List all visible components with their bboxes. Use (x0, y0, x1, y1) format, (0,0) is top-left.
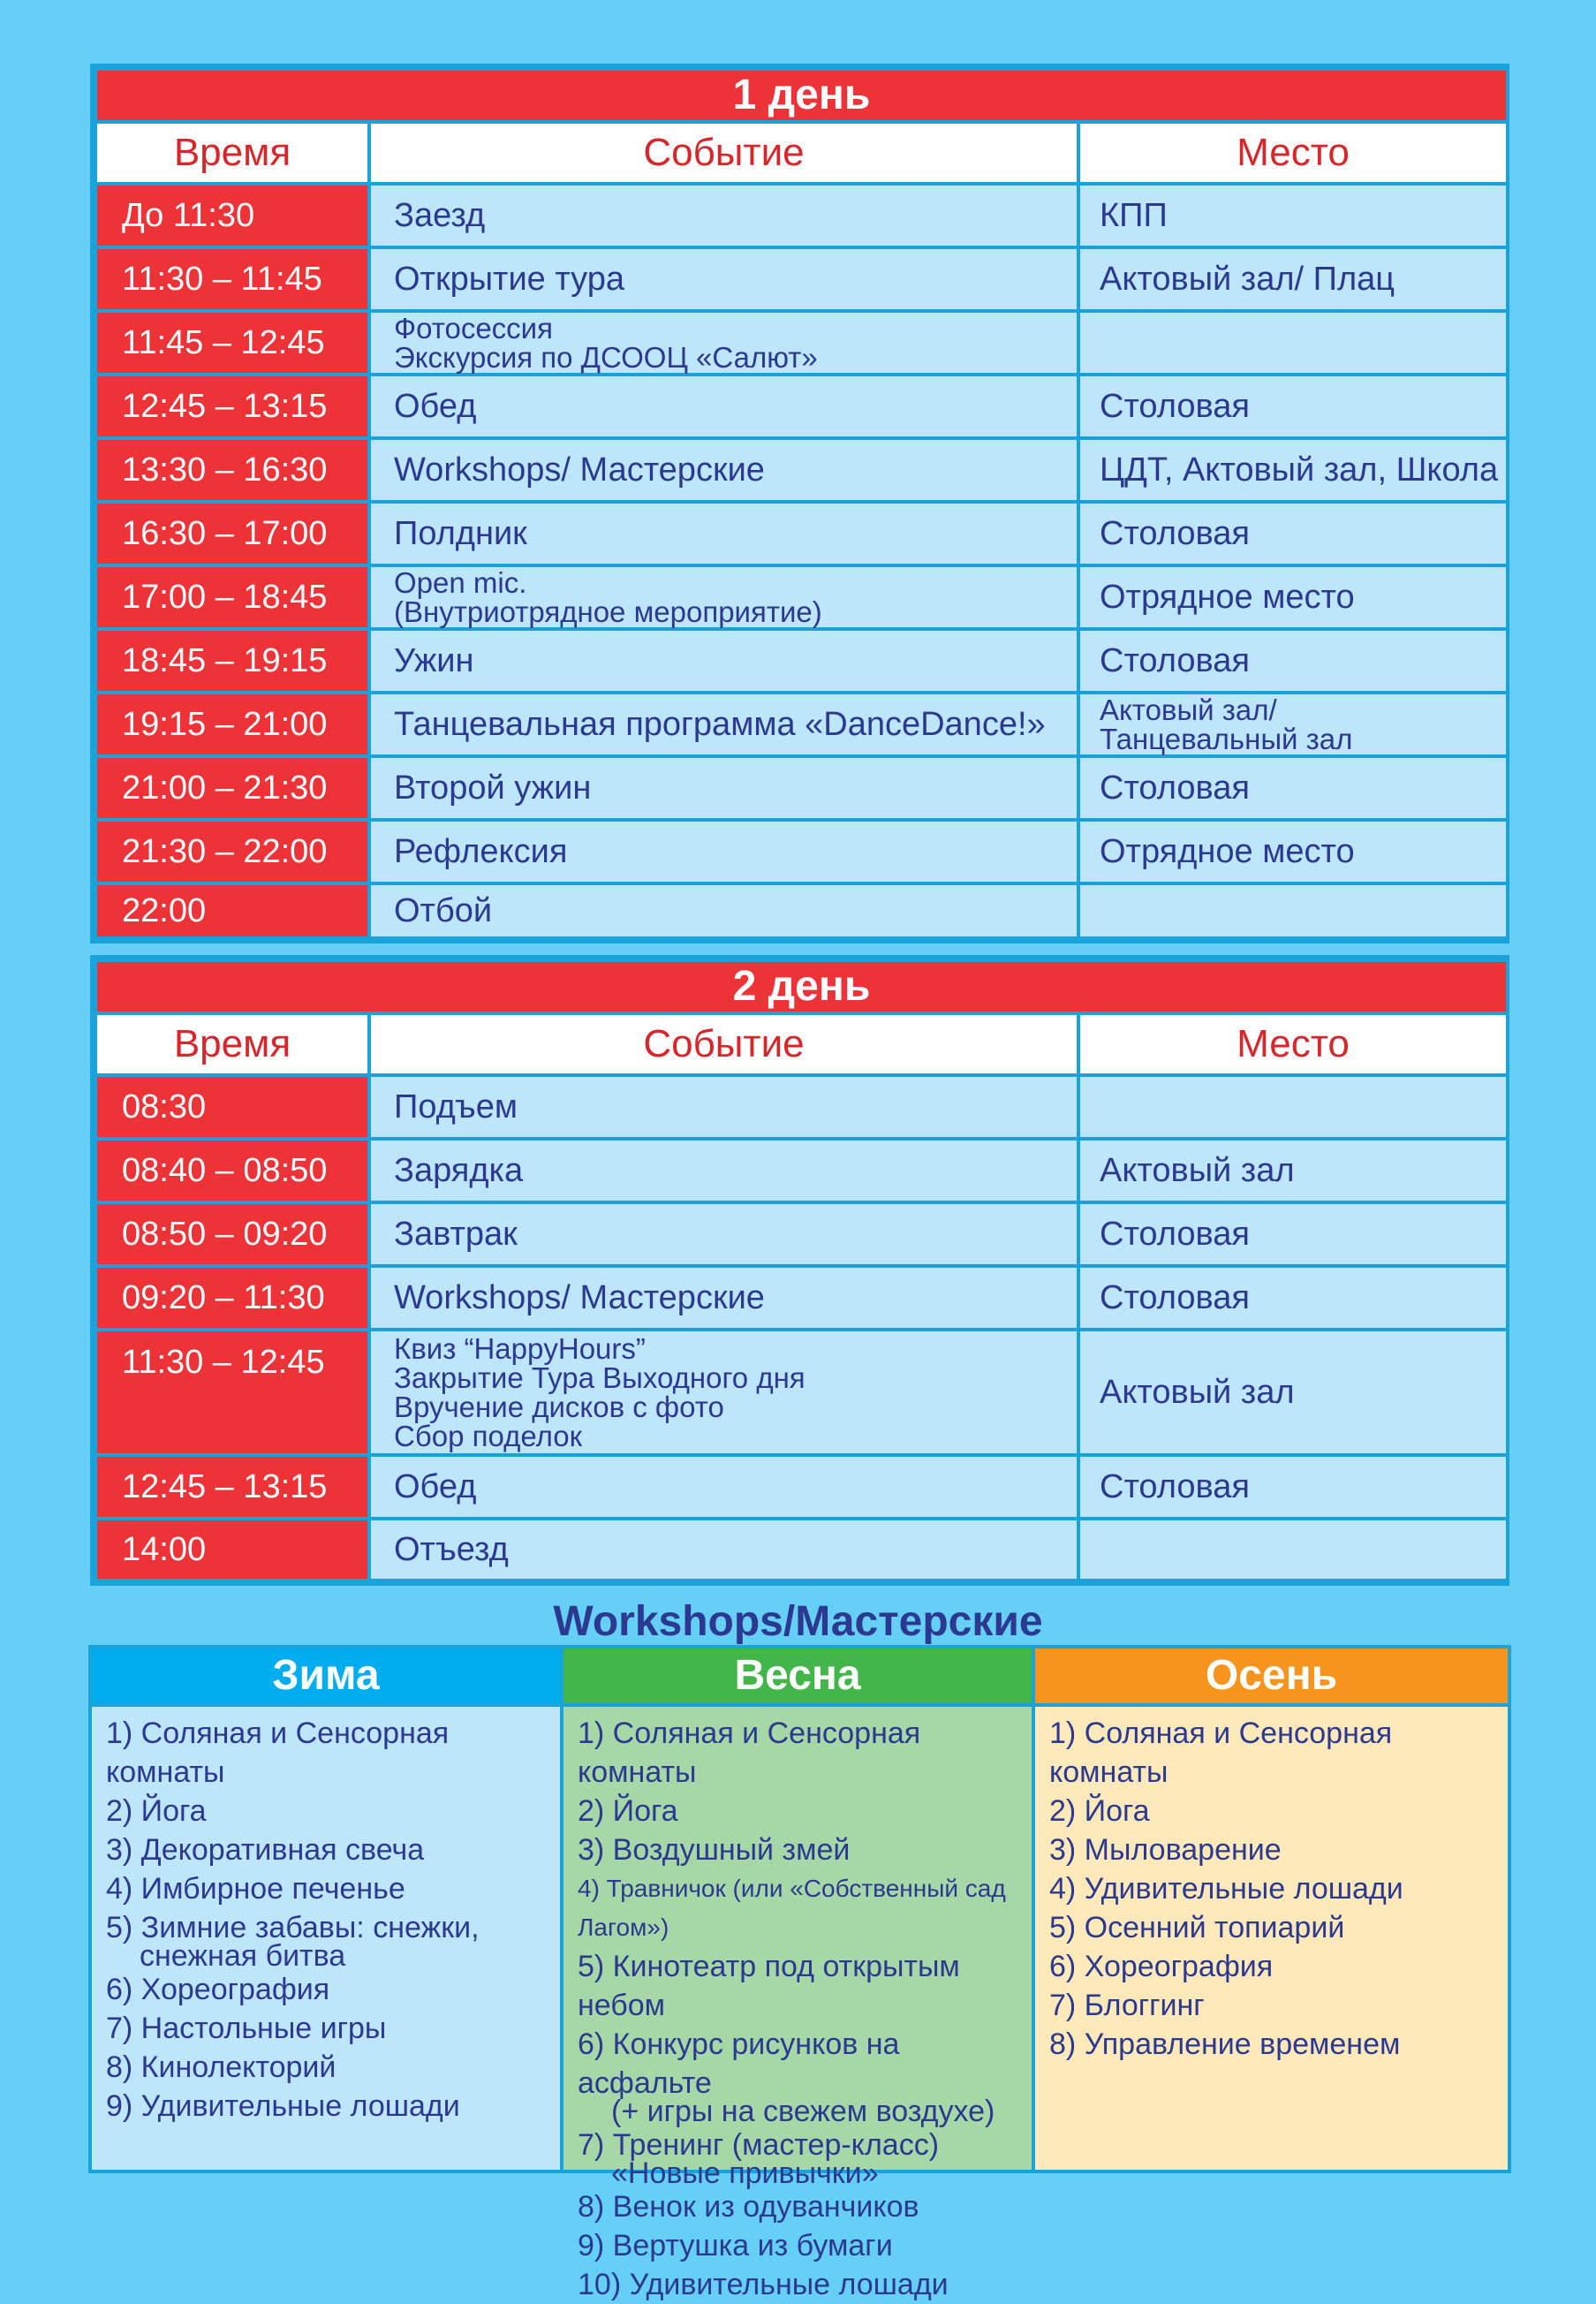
event-cell (369, 1330, 1078, 1455)
season-column-autumn (1032, 1648, 1508, 2170)
workshop-item (106, 2087, 560, 2126)
workshop-item-line: 1) Соляная и Сенсорная комнаты (1049, 1717, 1393, 1789)
workshop-item (1049, 1830, 1508, 1869)
day2-title: 2 день (95, 960, 1508, 1013)
event-line: Вручение дисков с фото (394, 1391, 724, 1423)
workshop-item-line: 2) Йога (106, 1794, 207, 1828)
workshop-item-line: 8) Кинолекторий (106, 2050, 337, 2084)
event-line: Open mic. (394, 566, 527, 599)
event-line: Танцевальная программа «DanceDance!» (394, 705, 1046, 743)
place-line: Столовая (1100, 1215, 1250, 1253)
workshop-item (106, 1830, 560, 1869)
event-cell (369, 1455, 1078, 1519)
workshop-item (578, 2187, 1032, 2226)
place-cell (1078, 1202, 1508, 1266)
schedule-row (95, 756, 1508, 820)
workshop-item (106, 2009, 560, 2048)
place-line: Столовая (1100, 1467, 1250, 1505)
workshop-item-line: 9) Удивительные лошади (106, 2089, 460, 2123)
workshop-item-line: 6) Конкурс рисунков на асфальте (578, 2027, 900, 2100)
place-cell (1078, 311, 1508, 375)
time-cell: 21:30 – 22:00 (95, 820, 369, 883)
event-cell (369, 693, 1078, 756)
workshop-item (1049, 2025, 1508, 2064)
workshop-item (578, 2126, 1032, 2190)
workshop-item-line: 8) Венок из одуванчиков (578, 2190, 919, 2224)
workshop-item (1049, 1792, 1508, 1830)
schedule-row (95, 1330, 1508, 1455)
schedule-row (95, 883, 1508, 938)
schedule-row (95, 1075, 1508, 1139)
event-cell (369, 438, 1078, 502)
workshop-item-line: 3) Воздушный змей (578, 1833, 851, 1867)
event-line: Зарядка (394, 1151, 524, 1189)
event-cell (369, 629, 1078, 693)
workshops-title: Workshops/Мастерские (553, 1598, 1043, 1645)
workshop-list (92, 1707, 560, 2170)
event-cell (369, 1202, 1078, 1266)
place-line: Актовый зал/ (1100, 693, 1277, 726)
workshop-item (1049, 1908, 1508, 1947)
place-line: Столовая (1100, 769, 1250, 807)
time-cell: До 11:30 (95, 184, 369, 247)
schedule-row (95, 184, 1508, 247)
workshop-item-line: 8) Управление временем (1049, 2027, 1401, 2061)
event-cell (369, 1075, 1078, 1139)
workshop-item-line: 3) Мыловарение (1049, 1833, 1282, 1867)
event-line: Заезд (394, 196, 486, 234)
place-line: Столовая (1100, 387, 1250, 425)
event-cell (369, 1266, 1078, 1330)
workshop-item (1049, 1714, 1508, 1792)
event-cell (369, 820, 1078, 883)
schedule-row (95, 502, 1508, 565)
schedule-row (95, 1519, 1508, 1580)
event-line: Закрытие Тура Выходного дня (394, 1361, 806, 1394)
event-line: Workshops/ Мастерские (394, 1278, 765, 1316)
day1-table (94, 67, 1509, 940)
event-line: Завтрак (394, 1215, 518, 1253)
workshop-item (106, 1869, 560, 1908)
place-cell (1078, 756, 1508, 820)
workshop-item-line: (+ игры на свежем воздухе) (611, 2095, 995, 2128)
time-cell: 09:20 – 11:30 (95, 1266, 369, 1330)
event-line: Экскурсия по ДСООЦ «Салют» (394, 341, 818, 374)
event-cell (369, 184, 1078, 247)
workshop-list (1035, 1707, 1508, 2170)
place-line: Отрядное место (1100, 578, 1355, 616)
time-cell: 11:45 – 12:45 (95, 311, 369, 375)
time-cell: 18:45 – 19:15 (95, 629, 369, 693)
event-line: Обед (394, 387, 477, 425)
event-line: Обед (394, 1467, 477, 1505)
workshop-item (1049, 1947, 1508, 1986)
time-cell: 17:00 – 18:45 (95, 565, 369, 629)
workshop-item (578, 2025, 1032, 2126)
place-line: КПП (1100, 196, 1168, 234)
workshop-item-line: 5) Кинотеатр под открытым небом (578, 1950, 960, 2022)
event-line: Открытие тура (394, 260, 625, 298)
schedule-row (95, 1202, 1508, 1266)
workshop-list (564, 1707, 1032, 2304)
event-line: Квиз “HappyHours” (394, 1332, 646, 1365)
event-line: Отбой (394, 891, 493, 929)
time-cell: 13:30 – 16:30 (95, 438, 369, 502)
event-line: Отъезд (394, 1530, 509, 1568)
schedule-row (95, 1139, 1508, 1202)
day1-schedule (90, 64, 1509, 944)
time-cell: 19:15 – 21:00 (95, 693, 369, 756)
time-cell: 12:45 – 13:15 (95, 375, 369, 438)
time-cell: 08:40 – 08:50 (95, 1139, 369, 1202)
header-event: Событие (369, 122, 1078, 184)
place-cell (1078, 1075, 1508, 1139)
workshop-item (578, 2226, 1032, 2265)
event-line: Workshops/ Мастерские (394, 451, 765, 489)
place-line: Актовый зал (1100, 1151, 1295, 1189)
workshop-item (578, 1947, 1032, 2025)
season-header: Зима (92, 1648, 560, 1707)
place-cell (1078, 184, 1508, 247)
workshop-item-line: 5) Осенний топиарий (1049, 1911, 1345, 1944)
header-event: Событие (369, 1013, 1078, 1075)
workshop-item (1049, 1869, 1508, 1908)
place-line: ЦДТ, Актовый зал, Школа (1100, 451, 1499, 489)
event-cell (369, 1519, 1078, 1580)
event-cell (369, 502, 1078, 565)
workshop-item (578, 1792, 1032, 1830)
event-cell (369, 756, 1078, 820)
day2-schedule (90, 955, 1509, 1586)
schedule-row (95, 247, 1508, 311)
workshop-item-line: 4) Имбирное печенье (106, 1872, 405, 1906)
event-cell (369, 883, 1078, 938)
header-time: Время (95, 1013, 369, 1075)
event-cell (369, 247, 1078, 311)
workshop-item-line: 2) Йога (1049, 1794, 1150, 1828)
event-cell (369, 1139, 1078, 1202)
header-place: Место (1078, 1013, 1508, 1075)
place-cell (1078, 1266, 1508, 1330)
workshop-item-line: 5) Зимние забавы: снежки, (106, 1911, 480, 1944)
event-line: Сбор поделок (394, 1420, 583, 1452)
workshop-item (578, 1714, 1032, 1792)
workshop-item (106, 2048, 560, 2087)
schedule-row (95, 1455, 1508, 1519)
workshop-item-line: 7) Тренинг (мастер-класс) (578, 2128, 940, 2162)
workshop-item-line: 2) Йога (578, 1794, 678, 1828)
event-line: Фотосессия (394, 312, 553, 345)
workshop-item-line: «Новые привычки» (611, 2156, 879, 2190)
place-cell (1078, 629, 1508, 693)
place-line: Столовая (1100, 641, 1250, 679)
place-cell (1078, 375, 1508, 438)
workshop-item-line: 4) Травничок (или «Собственный сад Лагом») (578, 1875, 1006, 1941)
workshop-item (106, 1908, 560, 1973)
place-line: Отрядное место (1100, 832, 1355, 870)
place-line: Актовый зал/ Плац (1100, 260, 1396, 298)
workshop-item (106, 1792, 560, 1830)
schedule-row (95, 565, 1508, 629)
place-cell (1078, 1330, 1508, 1455)
schedule-row (95, 438, 1508, 502)
workshop-item-line: 10) Удивительные лошади (578, 2268, 949, 2301)
event-line: (Внутриотрядное мероприятие) (394, 595, 822, 628)
event-line: Подъем (394, 1088, 518, 1125)
place-cell (1078, 438, 1508, 502)
place-cell (1078, 1455, 1508, 1519)
time-cell: 11:30 – 12:45 (95, 1330, 369, 1455)
season-column-winter (92, 1648, 560, 2170)
event-cell (369, 375, 1078, 438)
workshop-item (106, 1714, 560, 1792)
schedule-row (95, 1266, 1508, 1330)
day1-title: 1 день (95, 69, 1508, 122)
place-cell (1078, 820, 1508, 883)
event-line: Ужин (394, 641, 474, 679)
day2-table (94, 959, 1509, 1582)
time-cell: 16:30 – 17:00 (95, 502, 369, 565)
header-place: Место (1078, 122, 1508, 184)
time-cell: 14:00 (95, 1519, 369, 1580)
season-header: Весна (564, 1648, 1032, 1707)
schedule-row (95, 820, 1508, 883)
workshop-item-line: 6) Хореография (106, 1973, 330, 2006)
workshops-grid (88, 1645, 1511, 2301)
place-cell (1078, 1139, 1508, 1202)
workshop-item-line: 9) Вертушка из бумаги (578, 2229, 893, 2262)
workshop-item (578, 1830, 1032, 1869)
season-header: Осень (1035, 1648, 1508, 1707)
workshop-item-line: 1) Соляная и Сенсорная комнаты (578, 1717, 921, 1789)
workshop-item (1049, 1986, 1508, 2025)
season-column-spring (560, 1648, 1032, 2301)
time-cell: 08:30 (95, 1075, 369, 1139)
event-line: Второй ужин (394, 769, 592, 807)
workshop-item-line: 7) Блоггинг (1049, 1989, 1205, 2022)
place-cell (1078, 883, 1508, 938)
event-line: Рефлексия (394, 832, 568, 870)
time-cell: 22:00 (95, 883, 369, 938)
event-cell (369, 311, 1078, 375)
schedule-row (95, 375, 1508, 438)
place-line: Столовая (1100, 1278, 1250, 1316)
workshop-item-line: 7) Настольные игры (106, 2012, 387, 2045)
workshop-item-line: 3) Декоративная свеча (106, 1833, 425, 1867)
event-line: Полдник (394, 514, 527, 552)
time-cell: 08:50 – 09:20 (95, 1202, 369, 1266)
workshop-item-line: снежная битва (140, 1939, 346, 1973)
workshop-item (106, 1970, 560, 2009)
place-line: Столовая (1100, 514, 1250, 552)
place-cell (1078, 1519, 1508, 1580)
event-cell (369, 565, 1078, 629)
workshop-item-line: 4) Удивительные лошади (1049, 1872, 1403, 1906)
time-cell: 11:30 – 11:45 (95, 247, 369, 311)
time-cell: 21:00 – 21:30 (95, 756, 369, 820)
schedule-row (95, 629, 1508, 693)
schedule-row (95, 311, 1508, 375)
workshop-item-line: 6) Хореография (1049, 1950, 1274, 1983)
time-cell: 12:45 – 13:15 (95, 1455, 369, 1519)
place-cell (1078, 693, 1508, 756)
place-cell (1078, 565, 1508, 629)
place-line: Танцевальный зал (1100, 723, 1353, 755)
place-line: Актовый зал (1100, 1373, 1295, 1411)
workshop-item (578, 1869, 1032, 1947)
header-time: Время (95, 122, 369, 184)
schedule-row (95, 693, 1508, 756)
workshop-item (578, 2265, 1032, 2304)
place-cell (1078, 247, 1508, 311)
workshop-item-line: 1) Соляная и Сенсорная комнаты (106, 1717, 450, 1789)
place-cell (1078, 502, 1508, 565)
